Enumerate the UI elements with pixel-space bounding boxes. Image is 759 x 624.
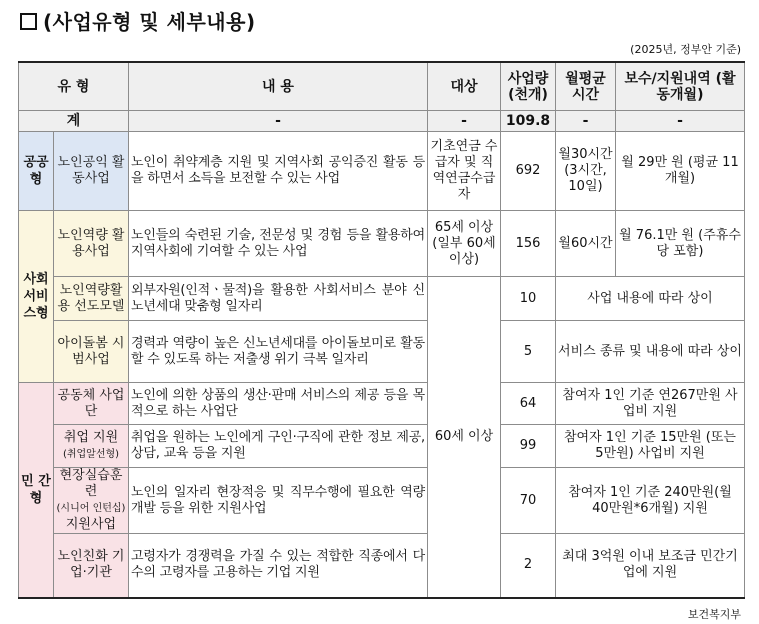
program-name: 아이돌봄 시범사업 (54, 321, 129, 383)
header-row (19, 62, 745, 111)
program-content: 노인의 일자리 현장적응 및 직무수행에 필요한 역량 개발 등을 위한 지원사업 (129, 468, 428, 534)
program-target-shared: 60세 이상 (428, 277, 501, 598)
table-row (19, 534, 745, 598)
program-pay: 참여자 1인 기준 240만원(월 40만원*6개월) 지원 (556, 468, 745, 534)
table-row (19, 383, 745, 425)
program-name: 노인역량활용 선도모델 (54, 277, 129, 321)
program-pay: 참여자 1인 기준 연267만원 사업비 지원 (556, 383, 745, 425)
header-content: 내 용 (129, 62, 428, 111)
program-pay: 참여자 1인 기준 15만원 (또는 5만원) 사업비 지원 (556, 425, 745, 468)
program-hours: 월60시간 (556, 211, 616, 277)
table-row (19, 277, 745, 321)
checkbox-icon (20, 13, 37, 30)
header-scale: 사업량 (천개) (501, 62, 556, 111)
header-target: 대상 (428, 62, 501, 111)
program-pay: 월 76.1만 원 (주휴수당 포함) (616, 211, 745, 277)
source-label: 보건복지부 (687, 608, 741, 621)
program-scale: 692 (501, 132, 556, 211)
table-row (19, 468, 745, 534)
program-pay: 최대 3억원 이내 보조금 민간기업에 지원 (556, 534, 745, 598)
program-scale: 5 (501, 321, 556, 383)
program-content: 노인들의 숙련된 기술, 전문성 및 경험 등을 활용하여 지역사회에 기여할 수 있는 사업 (129, 211, 428, 277)
total-label: 계 (19, 111, 129, 132)
program-content: 노인이 취약계층 지원 및 지역사회 공익증진 활동 등을 하면서 소득을 보전할 수 있는 사업 (129, 132, 428, 211)
header-hours: 월평균 시간 (556, 62, 616, 111)
total-pay: - (616, 111, 745, 132)
program-scale: 99 (501, 425, 556, 468)
program-pay: 월 29만 원 (평균 11개월) (616, 132, 745, 211)
program-scale: 70 (501, 468, 556, 534)
program-table (18, 61, 745, 599)
table-row (19, 211, 745, 277)
program-target: 65세 이상 (일부 60세 이상) (428, 211, 501, 277)
table-row (19, 321, 745, 383)
program-content: 고령자가 경쟁력을 가질 수 있는 적합한 직종에서 다수의 고령자를 고용하는 기업 지원 (129, 534, 428, 598)
program-name: 노인친화 기업·기관 (54, 534, 129, 598)
program-scale: 156 (501, 211, 556, 277)
total-hours: - (556, 111, 616, 132)
header-pay: 보수/지원내역 (활동개월) (616, 62, 745, 111)
total-scale: 109.8 (501, 111, 556, 132)
total-content: - (129, 111, 428, 132)
program-content: 경력과 역량이 높은 신노년세대를 아이돌보미로 활동할 수 있도록 하는 저출생 위기 극복 일자리 (129, 321, 428, 383)
program-pay: 사업 내용에 따라 상이 (556, 277, 745, 321)
table-row (19, 425, 745, 468)
program-scale: 2 (501, 534, 556, 598)
program-scale: 10 (501, 277, 556, 321)
program-scale: 64 (501, 383, 556, 425)
table-row (19, 132, 745, 211)
program-name: 노인역량 활용사업 (54, 211, 129, 277)
header-type: 유 형 (19, 62, 129, 111)
group-social: 사회 서비 스형 (19, 211, 54, 383)
total-row (19, 111, 745, 132)
program-name: 현장실습훈련 (시니어 인턴십) 지원사업 (54, 468, 129, 534)
program-content: 취업을 원하는 노인에게 구인·구직에 관한 정보 제공, 상담, 교육 등을 지원 (129, 425, 428, 468)
group-public: 공공형 (19, 132, 54, 211)
program-target: 기초연금 수급자 및 직역연금수급자 (428, 132, 501, 211)
program-hours: 월30시간 (3시간, 10일) (556, 132, 616, 211)
program-name: 취업 지원 (취업알선형) (54, 425, 129, 468)
total-target: - (428, 111, 501, 132)
program-content: 노인에 의한 상품의 생산·판매 서비스의 제공 등을 목적으로 하는 사업단 (129, 383, 428, 425)
program-name: 공동체 사업단 (54, 383, 129, 425)
program-name: 노인공익 활동사업 (54, 132, 129, 211)
program-content: 외부자원(인적ㆍ물적)을 활용한 사회서비스 분야 신노년세대 맞춤형 일자리 (129, 277, 428, 321)
basis-note: (2025년, 정부안 기준) (630, 43, 741, 56)
program-pay: 서비스 종류 및 내용에 따라 상이 (556, 321, 745, 383)
section-title: (사업유형 및 세부내용) (20, 6, 256, 35)
group-private: 민 간 형 (19, 383, 54, 598)
